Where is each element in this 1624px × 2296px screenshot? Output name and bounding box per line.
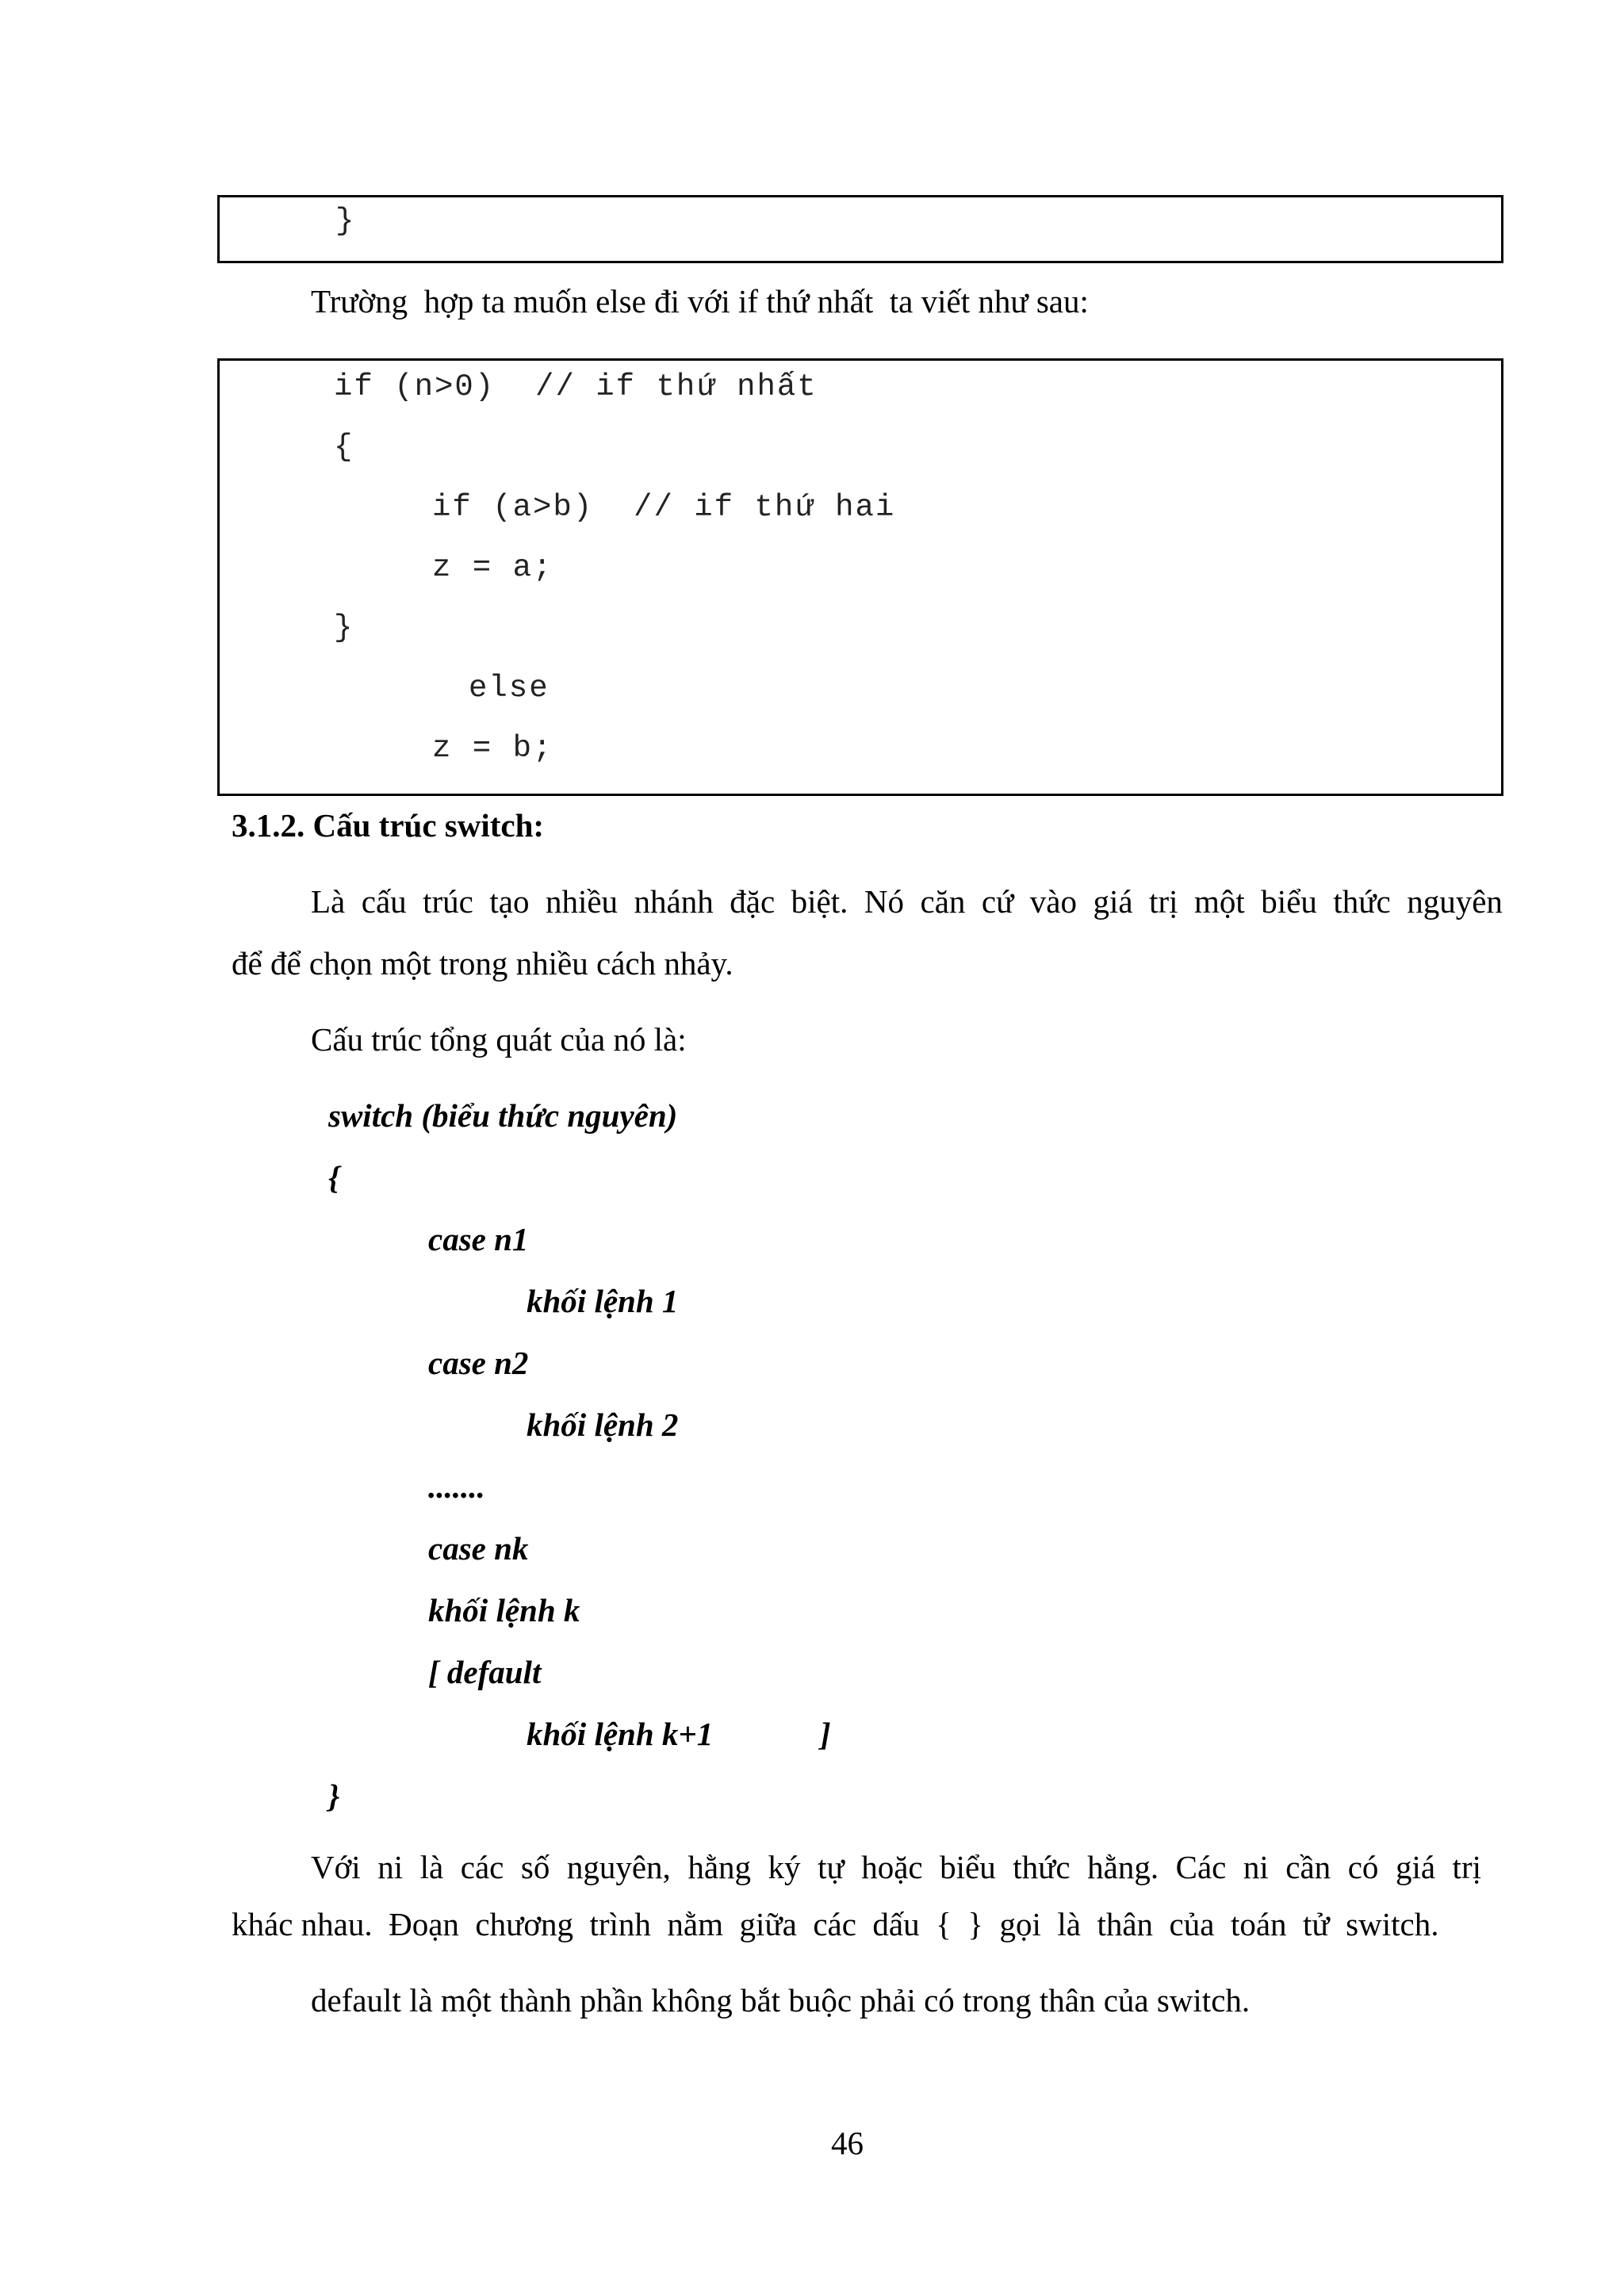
syntax-line: switch (biểu thức nguyên) <box>328 1097 678 1134</box>
syntax-line: ] <box>820 1716 831 1752</box>
code-line: z = a; <box>432 550 553 585</box>
code-line: if (a>b) // if thứ hai <box>432 490 896 525</box>
syntax-line: ....... <box>428 1468 485 1505</box>
syntax-line: case nk <box>428 1530 529 1567</box>
code-line: } <box>335 204 356 239</box>
code-box-if-else <box>217 358 1503 796</box>
code-line: } <box>334 610 354 645</box>
syntax-line: case n2 <box>428 1345 529 1381</box>
code-line: z = b; <box>432 731 553 766</box>
syntax-line: { <box>328 1159 340 1196</box>
code-line: { <box>334 430 354 465</box>
code-line: if (n>0) // if thứ nhất <box>334 369 818 404</box>
intro-paragraph: Trường hợp ta muốn else đi với if thứ nhất ta viết như sau: <box>311 283 1089 320</box>
syntax-line: khối lệnh k <box>428 1592 580 1628</box>
page-number: 46 <box>831 2125 864 2161</box>
section-heading: 3.1.2. Cấu trúc switch: <box>232 807 545 844</box>
syntax-line: [ default <box>428 1654 542 1690</box>
paragraph-line: Với ni là các số nguyên, hằng ký tự hoặc biểu thức hằng. Các ni cần có giá trị <box>311 1849 1481 1885</box>
syntax-line: khối lệnh k+1 <box>527 1716 714 1752</box>
paragraph-line: Là cấu trúc tạo nhiều nhánh đặc biệt. Nó căn cứ vào giá trị một biểu thức nguyên <box>311 883 1503 920</box>
syntax-line: case n1 <box>428 1221 529 1257</box>
paragraph: default là một thành phần không bắt buộc phải có trong thân của switch. <box>311 1982 1251 2019</box>
syntax-line: } <box>328 1777 340 1814</box>
syntax-line: khối lệnh 1 <box>527 1283 679 1319</box>
paragraph-line: để để chọn một trong nhiều cách nhảy. <box>232 945 733 982</box>
code-line: else <box>469 671 550 706</box>
paragraph-line: khác nhau. Đoạn chương trình nằm giữa các dấu { } gọi là thân của toán tử switch. <box>232 1906 1439 1942</box>
syntax-line: khối lệnh 2 <box>527 1406 679 1443</box>
paragraph: Cấu trúc tổng quát của nó là: <box>311 1021 687 1058</box>
code-box-top <box>217 195 1503 263</box>
